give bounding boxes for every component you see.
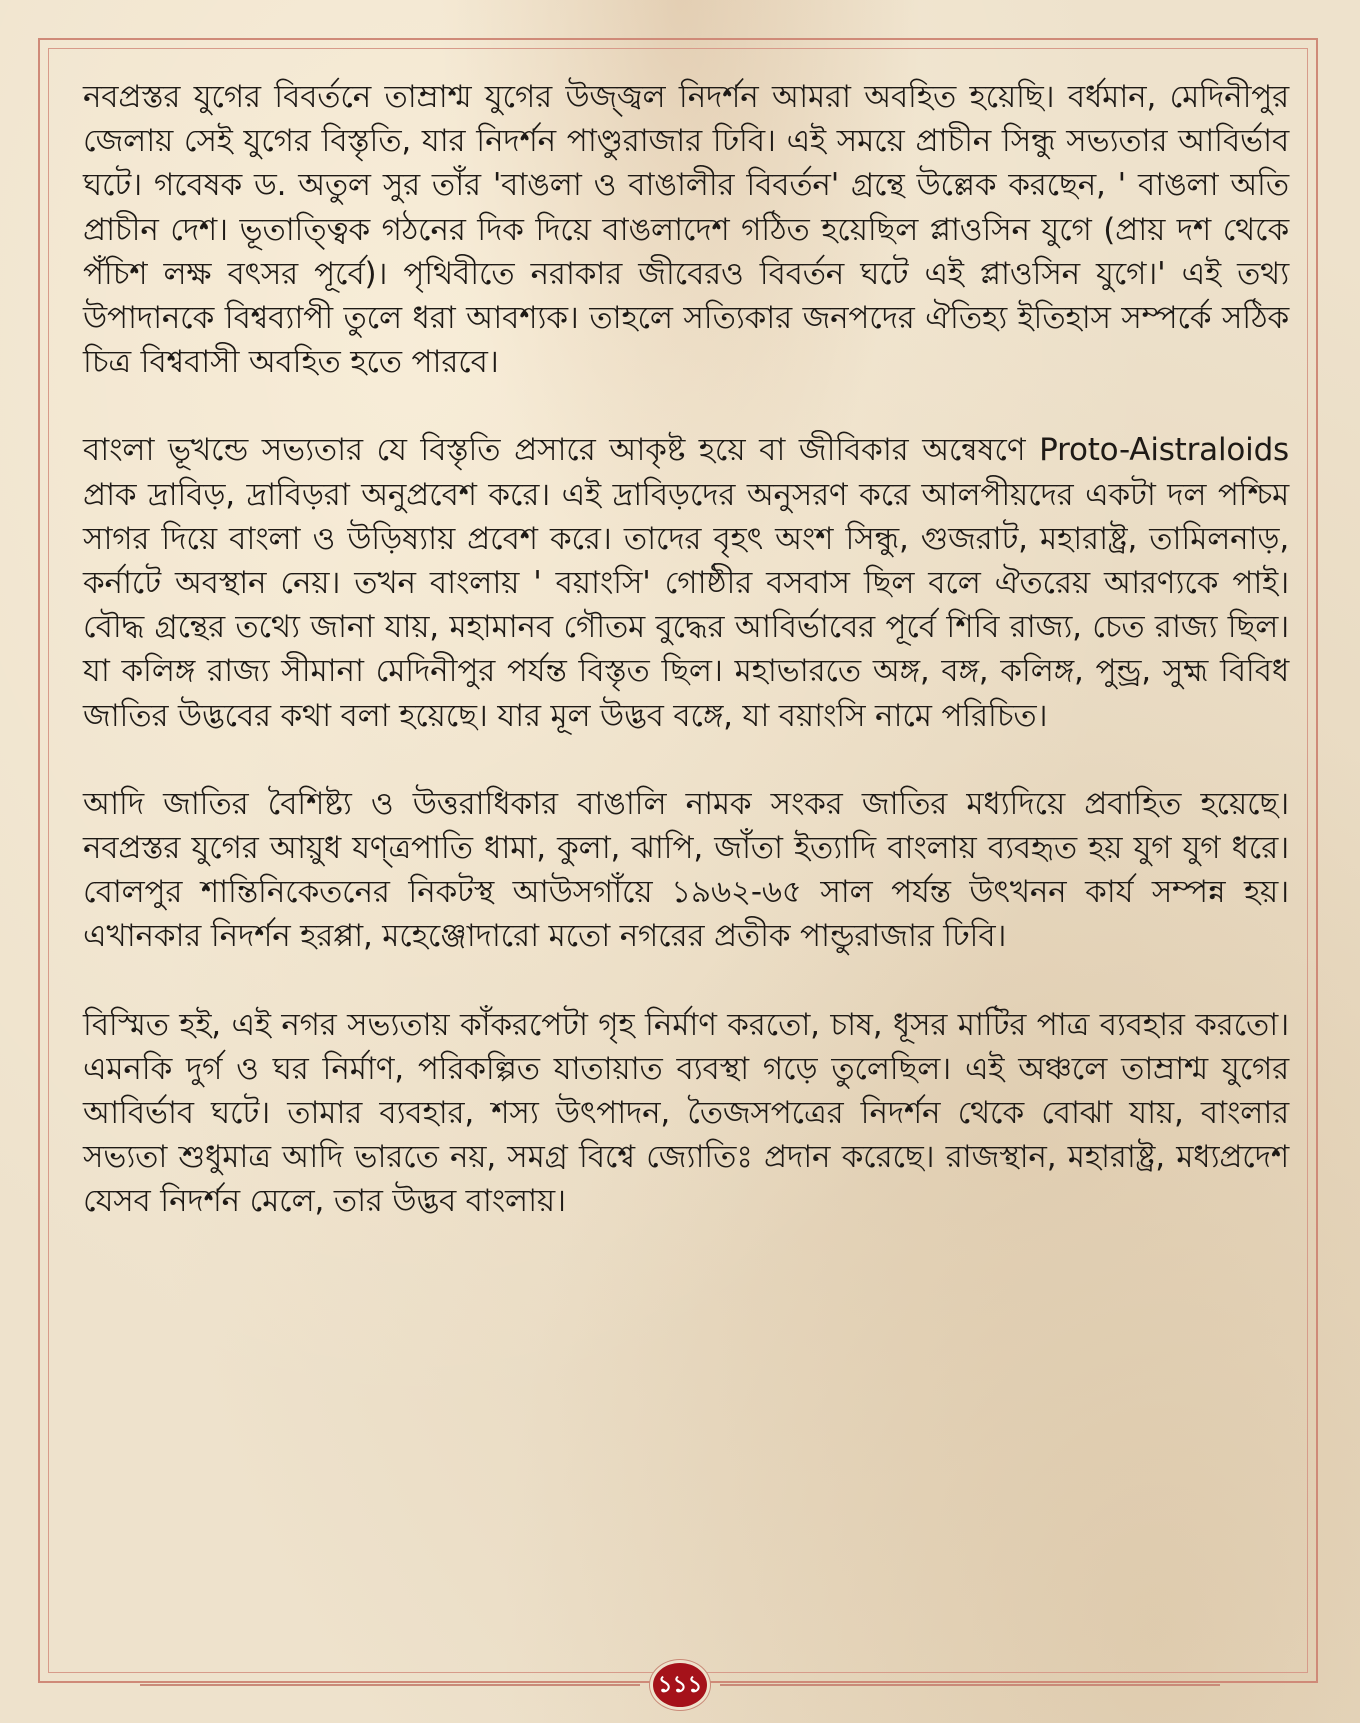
footer-rule-right — [720, 1684, 1220, 1686]
page-number: ১১১ — [653, 1663, 707, 1707]
footer-rule-left — [140, 1684, 640, 1686]
paragraph-4: বিস্মিত হই, এই নগর সভ্যতায় কাঁকরপেটা গৃহ নির্মাণ করতো, চাষ, ধূসর মাটির পাত্র ব্যবহার করতো। এমনকি দুর্গ ও ঘর নির্মাণ, পরিকল্পিত যাতায়াত ব্যবস্থা গড়ে তুলেছিল। এই অঞ্চলে তাম্রাশ্ম যুগের আবির্ভাব ঘটে। তামার ব্যবহার, শস্য উৎপাদন, তৈজসপত্রের নিদর্শন থেকে বোঝা যায়, বাংলার সভ্যতা শুধুমাত্র আদি ভারতে নয়, সমগ্র বিশ্বে জ্যোতিঃ প্রদান করেছে। রাজস্থান, মহারাষ্ট্র, মধ্যপ্রদেশ যেসব নিদর্শন মেলে, তার উদ্ভব বাংলায়। — [83, 1006, 1289, 1220]
paragraph-1: নবপ্রস্তর যুগের বিবর্তনে তাম্রাশ্ম যুগের উজ্জ্বল নিদর্শন আমরা অবহিত হয়েছি। বর্ধমান, মেদিনীপুর জেলায় সেই যুগের বিস্তৃতি, যার নিদর্শন পাণ্ডুরাজার ঢিবি। এই সময়ে প্রাচীন সিন্ধু সভ্যতার আবির্ভাব ঘটে। গবেষক ড. অতুল সুর তাঁর 'বাঙলা ও বাঙালীর বিবর্তন' গ্রন্থে উল্লেক করছেন, ' বাঙলা অতি প্রাচীন দেশ। ভূতাত্ত্বিক গঠনের দিক দিয়ে বাঙলাদেশ গঠিত হয়েছিল প্লাওসিন যুগে (প্রায় দশ থেকে পঁচিশ লক্ষ বৎসর পূর্বে)। পৃথিবীতে নরাকার জীবেরও বিবর্তন ঘটে এই প্লাওসিন যুগে।' এই তথ্য উপাদানকে বিশ্বব্যাপী তুলে ধরা আবশ্যক। তাহলে সত্যিকার জনপদের ঐতিহ্য ইতিহাস সম্পর্কে সঠিক চিত্র বিশ্ববাসী অবহিত হতে পারবে। — [83, 79, 1289, 381]
article-body — [83, 75, 1289, 1268]
page-footer — [0, 1663, 1360, 1707]
paragraph-3: আদি জাতির বৈশিষ্ট্য ও উত্তরাধিকার বাঙালি নামক সংকর জাতির মধ্যদিয়ে প্রবাহিত হয়েছে। নবপ্রস্তর যুগের আয়ুধ যণ্ত্রপাতি ধামা, কুলা, ঝাপি, জাঁতা ইত্যাদি বাংলায় ব্যবহৃত হয় যুগ যুগ ধরে। বোলপুর শান্তিনিকেতনের নিকটস্থ আউসগাঁয়ে ১৯৬২-৬৫ সাল পর্যন্ত উৎখনন কার্য সম্পন্ন হয়। এখানকার নিদর্শন হরপ্পা, মহেঞ্জোদারো মতো নগরের প্রতীক পান্ডুরাজার ঢিবি। — [83, 785, 1289, 955]
paragraph-2: বাংলা ভূখন্ডে সভ্যতার যে বিস্তৃতি প্রসারে আকৃষ্ট হয়ে বা জীবিকার অন্বেষণে Proto-Aistraloids প্রাক দ্রাবিড়, দ্রাবিড়রা অনুপ্রবেশ করে। এই দ্রাবিড়দের অনুসরণ করে আলপীয়দের একটা দল পশ্চিম সাগর দিয়ে বাংলা ও উড়িষ্যায় প্রবেশ করে। তাদের বৃহৎ অংশ সিন্ধু, গুজরাট, মহারাষ্ট্র, তামিলনাড়, কর্নাটে অবস্থান নেয়। তখন বাংলায় ' বয়াংসি' গোষ্ঠীর বসবাস ছিল বলে ঐতরেয় আরণ্যকে পাই। বৌদ্ধ গ্রন্থের তথ্যে জানা যায়, মহামানব গৌতম বুদ্ধের আবির্ভাবের পূর্বে শিবি রাজ্য, চেত রাজ্য ছিল। যা কলিঙ্গ রাজ্য সীমানা মেদিনীপুর পর্যন্ত বিস্তৃত ছিল। মহাভারতে অঙ্গ, বঙ্গ, কলিঙ্গ, পুন্ড্র, সুহ্ম বিবিধ জাতির উদ্ভবের কথা বলা হয়েছে। যার মূল উদ্ভব বঙ্গে, যা বয়াংসি নামে পরিচিত। — [83, 432, 1289, 734]
